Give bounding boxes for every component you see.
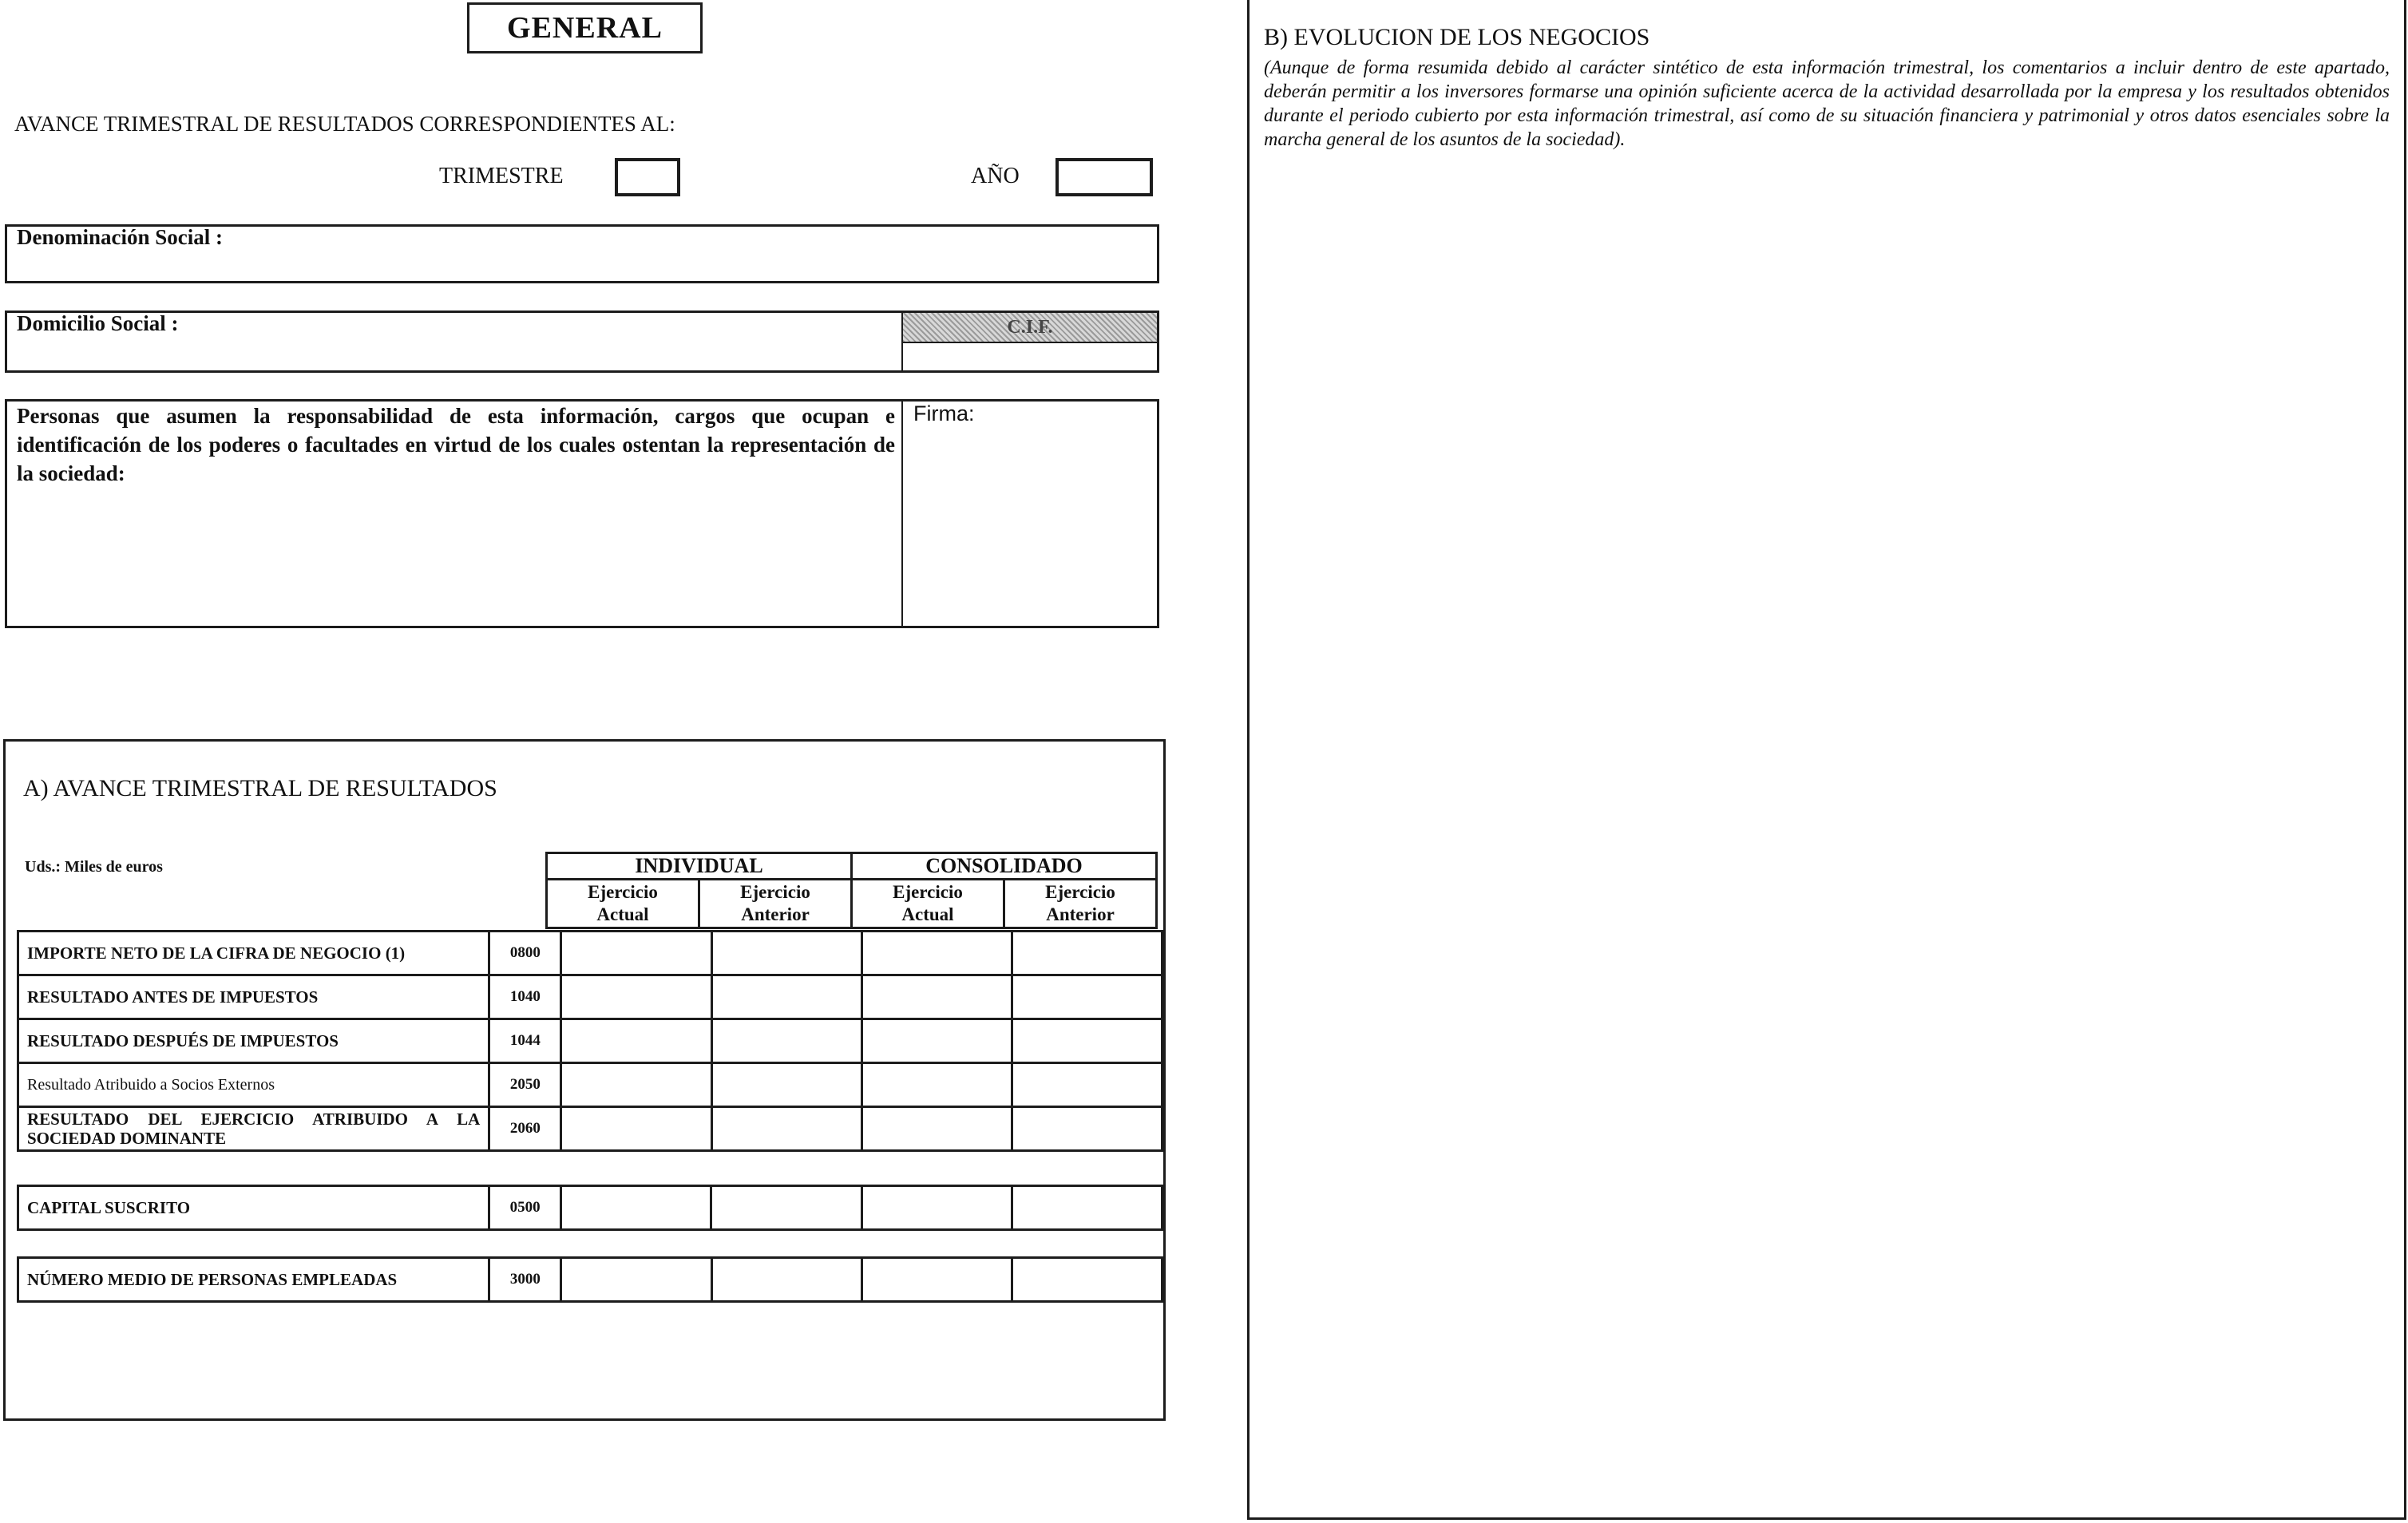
value-cell[interactable] bbox=[861, 1186, 1012, 1230]
value-cell[interactable] bbox=[561, 1258, 711, 1302]
col-header-line: Actual bbox=[596, 904, 649, 924]
section-b-title: B) EVOLUCION DE LOS NEGOCIOS bbox=[1264, 24, 1650, 50]
table-row bbox=[18, 1186, 1162, 1230]
ano-label: AÑO bbox=[971, 164, 1020, 188]
value-cell[interactable] bbox=[861, 1019, 1012, 1063]
value-cell[interactable] bbox=[861, 1107, 1012, 1151]
denominacion-label: Denominación Social : bbox=[17, 225, 224, 249]
value-cell[interactable] bbox=[1012, 1063, 1162, 1107]
firma-divider bbox=[901, 402, 903, 626]
row-label: RESULTADO ANTES DE IMPUESTOS bbox=[18, 975, 489, 1019]
row-code: 1040 bbox=[489, 975, 561, 1019]
domicilio-label: Domicilio Social : bbox=[17, 311, 179, 335]
row-label: IMPORTE NETO DE LA CIFRA DE NEGOCIO (1) bbox=[18, 932, 489, 975]
table-row bbox=[18, 1019, 1162, 1063]
responsables-field[interactable] bbox=[5, 399, 1159, 628]
row-label: Resultado Atribuido a Socios Externos bbox=[18, 1063, 489, 1107]
value-cell[interactable] bbox=[561, 1063, 711, 1107]
empleados-table bbox=[17, 1256, 1163, 1303]
row-label: RESULTADO DEL EJERCICIO ATRIBUIDO A LA SOCIEDAD DOMINANTE bbox=[18, 1107, 489, 1151]
row-code: 1044 bbox=[489, 1019, 561, 1063]
table-row bbox=[18, 975, 1162, 1019]
value-cell[interactable] bbox=[861, 1063, 1012, 1107]
column-header-table bbox=[545, 852, 1158, 929]
value-cell[interactable] bbox=[1012, 1258, 1162, 1302]
responsables-label: Personas que asumen la responsabilidad de esta información, cargos que ocupan e identificación de los poderes o facultades en virtud de los cuales ostentan la representación de la sociedad: bbox=[17, 404, 895, 485]
value-cell[interactable] bbox=[561, 975, 711, 1019]
col-header-line: Anterior bbox=[1046, 904, 1115, 924]
section-evolucion-negocios[interactable] bbox=[1247, 0, 2406, 1520]
value-cell[interactable] bbox=[1012, 1019, 1162, 1063]
section-avance-resultados bbox=[3, 739, 1166, 1421]
page-title: GENERAL bbox=[467, 2, 703, 53]
results-table bbox=[17, 930, 1163, 1152]
value-cell[interactable] bbox=[561, 1019, 711, 1063]
value-cell[interactable] bbox=[561, 1186, 711, 1230]
value-cell[interactable] bbox=[711, 975, 861, 1019]
col-header-individual-actual bbox=[547, 880, 699, 928]
row-label: CAPITAL SUSCRITO bbox=[18, 1186, 489, 1230]
section-a-title: A) AVANCE TRIMESTRAL DE RESULTADOS bbox=[23, 775, 497, 801]
row-code: 2060 bbox=[489, 1107, 561, 1151]
col-header-line: Ejercicio bbox=[740, 882, 810, 902]
value-cell[interactable] bbox=[561, 932, 711, 975]
value-cell[interactable] bbox=[711, 1186, 861, 1230]
col-header-line: Actual bbox=[901, 904, 954, 924]
table-row bbox=[18, 1063, 1162, 1107]
value-cell[interactable] bbox=[711, 1063, 861, 1107]
col-header-line: Ejercicio bbox=[1045, 882, 1115, 902]
col-header-line: Ejercicio bbox=[588, 882, 658, 902]
value-cell[interactable] bbox=[711, 1107, 861, 1151]
group-header-individual: INDIVIDUAL bbox=[547, 853, 852, 880]
units-label: Uds.: Miles de euros bbox=[25, 858, 163, 876]
value-cell[interactable] bbox=[861, 1258, 1012, 1302]
col-header-line: Ejercicio bbox=[893, 882, 963, 902]
firma-label: Firma: bbox=[913, 402, 975, 425]
row-code: 3000 bbox=[489, 1258, 561, 1302]
row-code: 0800 bbox=[489, 932, 561, 975]
value-cell[interactable] bbox=[1012, 1107, 1162, 1151]
avance-heading: AVANCE TRIMESTRAL DE RESULTADOS CORRESPONDIENTES AL: bbox=[14, 112, 675, 136]
col-header-consolidado-anterior bbox=[1004, 880, 1157, 928]
denominacion-field[interactable] bbox=[5, 224, 1159, 283]
value-cell[interactable] bbox=[1012, 975, 1162, 1019]
table-row bbox=[18, 1107, 1162, 1151]
value-cell[interactable] bbox=[861, 975, 1012, 1019]
group-header-consolidado: CONSOLIDADO bbox=[852, 853, 1157, 880]
col-header-line: Anterior bbox=[741, 904, 810, 924]
value-cell[interactable] bbox=[711, 932, 861, 975]
value-cell[interactable] bbox=[561, 1107, 711, 1151]
row-code: 2050 bbox=[489, 1063, 561, 1107]
row-label: NÚMERO MEDIO DE PERSONAS EMPLEADAS bbox=[18, 1258, 489, 1302]
table-row bbox=[18, 932, 1162, 975]
row-code: 0500 bbox=[489, 1186, 561, 1230]
value-cell[interactable] bbox=[1012, 932, 1162, 975]
row-label: RESULTADO DESPUÉS DE IMPUESTOS bbox=[18, 1019, 489, 1063]
table-row bbox=[18, 1258, 1162, 1302]
capital-table bbox=[17, 1185, 1163, 1231]
section-b-instructions: (Aunque de forma resumida debido al carácter sintético de esta información trimestral, los comentarios a incluir dentro de este apartado, deberán permitir a los inversores formarse una opinión suficiente acerca de la actividad desarrollada por la empresa y los resultados obtenidos durante el periodo cubierto por esta información trimestral, así como de su situación financiera y patrimonial y otros datos esenciales sobre la marcha general de los asuntos de la sociedad). bbox=[1264, 57, 2390, 150]
col-header-individual-anterior bbox=[699, 880, 852, 928]
ano-field[interactable] bbox=[1055, 158, 1153, 196]
domicilio-field[interactable] bbox=[5, 311, 1159, 373]
value-cell[interactable] bbox=[861, 932, 1012, 975]
value-cell[interactable] bbox=[711, 1019, 861, 1063]
trimestre-field[interactable] bbox=[615, 158, 680, 196]
cif-label: C.I.F. bbox=[903, 313, 1157, 343]
value-cell[interactable] bbox=[711, 1258, 861, 1302]
col-header-consolidado-actual bbox=[852, 880, 1004, 928]
value-cell[interactable] bbox=[1012, 1186, 1162, 1230]
trimestre-label: TRIMESTRE bbox=[439, 164, 564, 188]
